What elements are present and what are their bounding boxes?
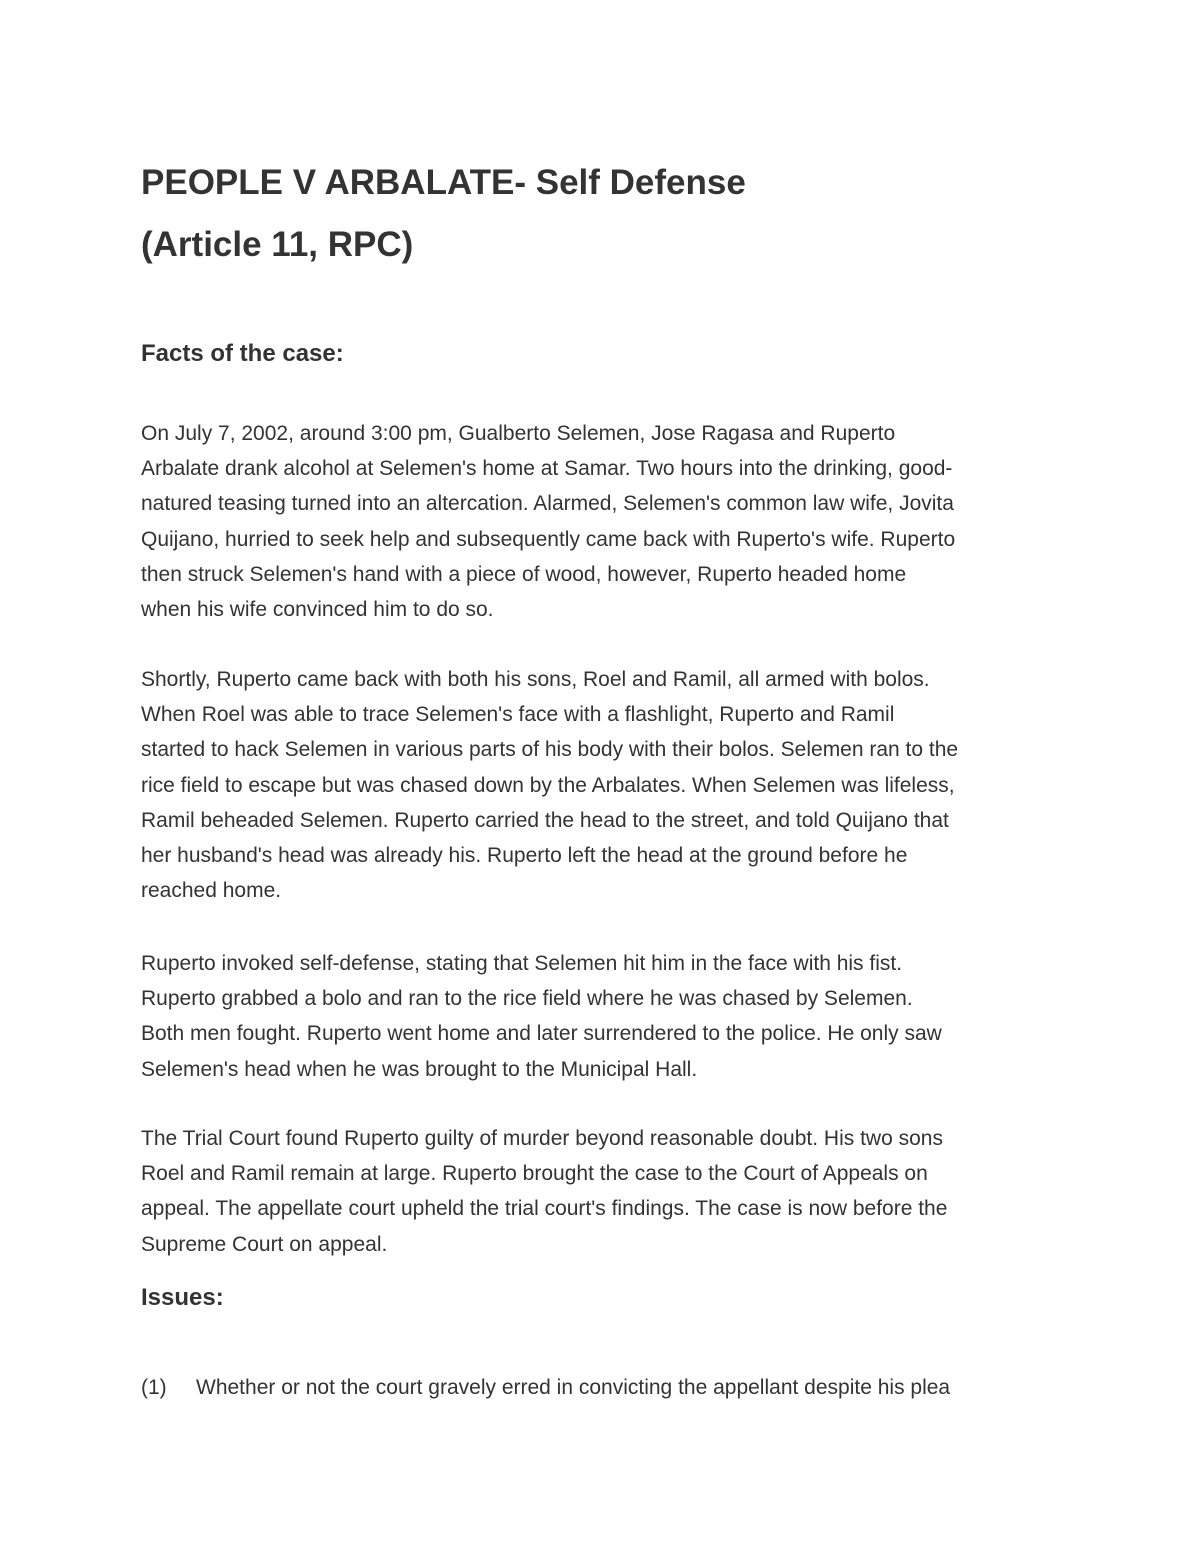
paragraph-2-line: rice field to escape but was chased down by the Arbalates. When Selemen was lifeless, <box>141 773 955 797</box>
paragraph-1-line: Arbalate drank alcohol at Selemen's home at Samar. Two hours into the drinking, good- <box>141 457 953 481</box>
document-title-line-1: PEOPLE V ARBALATE- Self Defense <box>141 163 746 202</box>
paragraph-1-line: Quijano, hurried to seek help and subsequently came back with Ruperto's wife. Ruperto <box>141 527 956 551</box>
paragraph-3-line: Selemen's head when he was brought to the Municipal Hall. <box>141 1057 698 1081</box>
issue-number: (1) <box>141 1376 167 1399</box>
paragraph-2-line: Ramil beheaded Selemen. Ruperto carried the head to the street, and told Quijano that <box>141 808 949 832</box>
issues-heading: Issues: <box>141 1284 224 1311</box>
document-title-line-2: (Article 11, RPC) <box>141 225 414 264</box>
facts-heading: Facts of the case: <box>141 340 344 367</box>
paragraph-1-line: natured teasing turned into an altercation. Alarmed, Selemen's common law wife, Jovita <box>141 492 954 516</box>
paragraph-4-line: Supreme Court on appeal. <box>141 1232 388 1256</box>
paragraph-2-line: reached home. <box>141 879 282 903</box>
issue-text: Whether or not the court gravely erred in convicting the appellant despite his plea <box>196 1376 951 1399</box>
paragraph-1-line: On July 7, 2002, around 3:00 pm, Gualberto Selemen, Jose Ragasa and Ruperto <box>141 422 896 445</box>
paragraph-2-line: her husband's head was already his. Ruperto left the head at the ground before he <box>141 844 908 867</box>
paragraph-3-line: Ruperto grabbed a bolo and ran to the rice field where he was chased by Selemen. <box>141 987 913 1011</box>
paragraph-4-line: Roel and Ramil remain at large. Ruperto brought the case to the Court of Appeals on <box>141 1162 928 1186</box>
issue-item <box>141 1370 950 1405</box>
paragraph-2-line: started to hack Selemen in various parts of his body with their bolos. Selemen ran to the <box>141 738 959 762</box>
paragraph-3-line: Both men fought. Ruperto went home and later surrendered to the police. He only saw <box>141 1022 942 1046</box>
paragraph-3-line: Ruperto invoked self-defense, stating that Selemen hit him in the face with his fist. <box>141 952 903 975</box>
paragraph-4-line: The Trial Court found Ruperto guilty of murder beyond reasonable doubt. His two sons <box>141 1127 943 1150</box>
paragraph-2-line: When Roel was able to trace Selemen's face with a flashlight, Ruperto and Ramil <box>141 703 895 727</box>
paragraph-1-line: when his wife convinced him to do so. <box>141 598 494 621</box>
paragraph-1-line: then struck Selemen's hand with a piece of wood, however, Ruperto headed home <box>141 562 907 586</box>
paragraph-2-line: Shortly, Ruperto came back with both his sons, Roel and Ramil, all armed with bolos. <box>141 668 930 691</box>
paragraph-4-line: appeal. The appellate court upheld the trial court's findings. The case is now before the <box>141 1197 948 1221</box>
